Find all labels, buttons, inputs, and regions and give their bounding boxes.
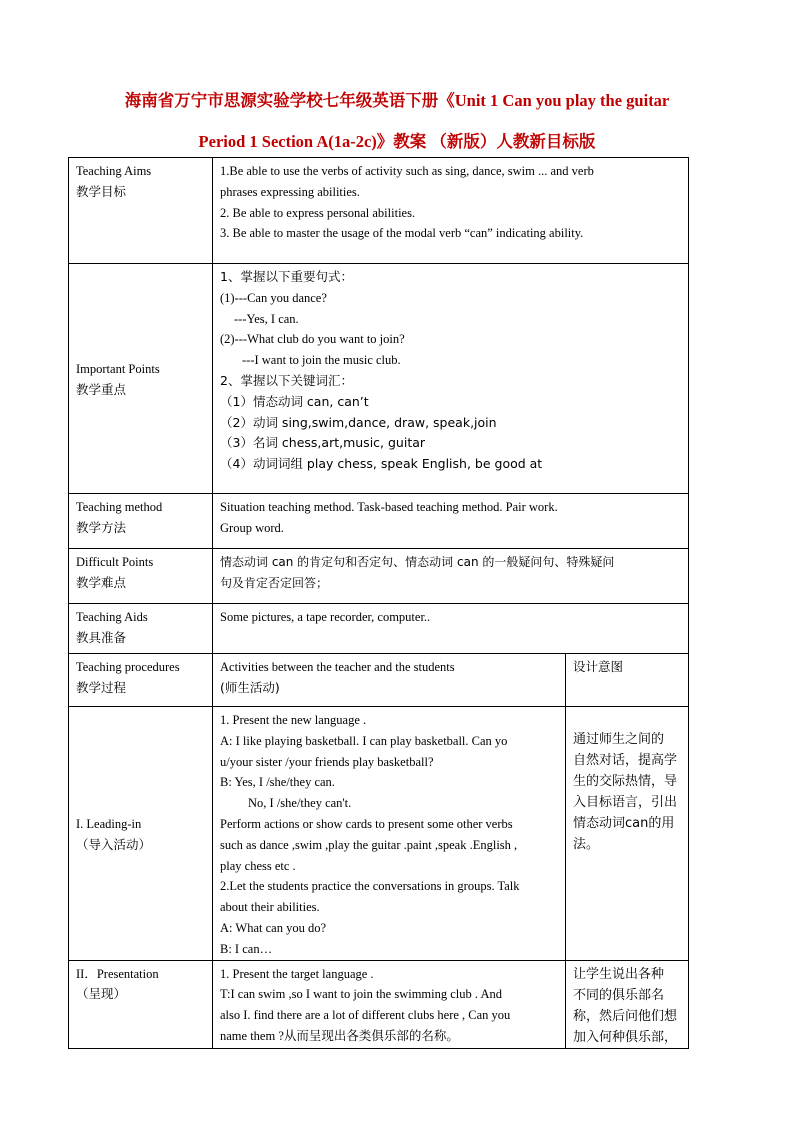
leading-line: A: I like playing basketball. I can play basketball. Can yo	[220, 733, 508, 748]
difficult-line: 句及肯定否定回答；	[220, 575, 329, 590]
row-teaching-aids	[69, 604, 689, 654]
content-important-points	[213, 264, 689, 494]
label-teaching-method	[69, 494, 213, 549]
content-difficult-points	[213, 549, 689, 604]
lesson-plan-table	[68, 157, 689, 1049]
label-cn: 教学重点	[76, 382, 127, 397]
presentation-line: name them ?从而呈现出各类俱乐部的名称。	[220, 1028, 459, 1043]
aims-line: 1.Be able to use the verbs of activity such as sing, dance, swim ... and verb	[220, 164, 594, 178]
label-teaching-aids	[69, 604, 213, 654]
activities-en: Activities between the teacher and the students	[220, 660, 455, 674]
header-activities	[213, 654, 566, 707]
row-teaching-procedures	[69, 654, 689, 707]
presentation-line: 1. Present the target language .	[220, 966, 374, 981]
leading-line: A: What can you do?	[220, 920, 326, 935]
label-en: Teaching Aids	[76, 610, 148, 624]
method-line: Group word.	[220, 520, 284, 535]
label-cn: 教学目标	[76, 183, 127, 199]
points-line: （3）名词 chess,art,music, guitar	[220, 435, 426, 451]
label-en: II．Presentation	[76, 966, 159, 981]
label-teaching-procedures	[69, 654, 213, 707]
label-cn: 教学难点	[76, 574, 127, 590]
content-teaching-aids	[213, 604, 689, 654]
leading-line: B: Yes, I /she/they can.	[220, 775, 335, 790]
presentation-line: also I. find there are a lot of different clubs here , Can you	[220, 1008, 511, 1023]
design-leading-in	[566, 707, 689, 961]
row-presentation	[69, 960, 689, 1048]
points-line: 2、掌握以下关键词汇：	[220, 372, 353, 388]
label-en: I. Leading-in	[76, 816, 142, 831]
points-line: （1）情态动词 can, can’t	[220, 393, 369, 409]
difficult-line: 情态动词 can 的肯定句和否定句、情态动词 can 的一般疑问句、特殊疑问	[220, 555, 615, 569]
document-title-line-2: Period 1 Section A(1a-2c)》教案 （新版）人教新目标版	[198, 132, 596, 151]
label-difficult-points	[69, 549, 213, 604]
row-important-points	[69, 264, 689, 494]
label-cn: 教学方法	[76, 519, 127, 535]
label-cn: （呈现）	[76, 986, 127, 1002]
content-presentation	[213, 960, 566, 1048]
document-title-line-1: 海南省万宁市思源实验学校七年级英语下册《Unit 1 Can you play the guitar	[124, 91, 670, 110]
leading-line: No, I /she/they can't.	[248, 796, 352, 811]
row-teaching-method	[69, 494, 689, 549]
design-line: 让学生说出各种	[573, 966, 665, 982]
leading-line: about their abilities.	[220, 900, 320, 915]
design-line: 生的交际热情，导	[573, 774, 678, 789]
content-teaching-method	[213, 494, 689, 549]
row-teaching-aims	[69, 158, 689, 264]
label-important-points	[69, 264, 213, 494]
points-line: 1、掌握以下重要句式：	[220, 269, 353, 284]
design-line: 情态动词can的用	[573, 816, 675, 831]
points-line: (1)---Can you dance?	[220, 290, 327, 305]
label-teaching-aims	[69, 158, 213, 264]
design-line: 不同的俱乐部名	[573, 987, 665, 1003]
leading-line: play chess etc .	[220, 858, 296, 873]
leading-line: such as dance ,swim ,play the guitar .paint ,speak .English ,	[220, 837, 518, 852]
method-line: Situation teaching method. Task-based teaching method. Pair work.	[220, 500, 558, 514]
points-line: (2)---What club do you want to join?	[220, 332, 405, 347]
label-en: Teaching procedures	[76, 660, 180, 674]
header-design	[566, 654, 689, 707]
points-line: （4）动词词组 play chess, speak English, be good at	[220, 456, 543, 472]
points-line: ---I want to join the music club.	[242, 353, 401, 368]
design-line: 自然对话，提高学	[573, 753, 678, 768]
label-leading-in	[69, 707, 213, 961]
label-cn: 教学过程	[76, 679, 127, 695]
design-presentation	[566, 960, 689, 1048]
aims-line: 2. Be able to express personal abilities.	[220, 205, 416, 220]
label-en: Important Points	[76, 362, 160, 377]
label-en: Difficult Points	[76, 555, 154, 569]
label-en: Teaching Aims	[76, 164, 152, 178]
presentation-line: T:I can swim ,so I want to join the swimming club . And	[220, 987, 502, 1002]
points-line: ---Yes, I can.	[234, 311, 299, 326]
activities-cn: (师生活动)	[220, 679, 280, 695]
leading-line: Perform actions or show cards to present some other verbs	[220, 816, 513, 831]
row-leading-in	[69, 707, 689, 961]
content-teaching-aims	[213, 158, 689, 264]
row-difficult-points	[69, 549, 689, 604]
label-en: Teaching method	[76, 500, 163, 514]
label-cn: （导入活动）	[76, 836, 152, 852]
points-line: （2）动词 sing,swim,dance, draw, speak,join	[220, 414, 497, 430]
design-line: 称，然后问他们想	[573, 1008, 678, 1024]
aims-line: phrases expressing abilities.	[220, 184, 360, 199]
label-presentation	[69, 960, 213, 1048]
leading-line: 2.Let the students practice the conversations in groups. Talk	[220, 879, 520, 894]
design-line: 加入何种俱乐部，	[573, 1029, 678, 1045]
content-leading-in	[213, 707, 566, 961]
aids-line: Some pictures, a tape recorder, computer..	[220, 610, 431, 624]
design-line: 法。	[573, 837, 600, 852]
design-line: 入目标语言，引出	[573, 795, 678, 810]
leading-line: 1. Present the new language .	[220, 713, 367, 727]
leading-line: u/your sister /your friends play basketball?	[220, 754, 434, 769]
design-header: 设计意图	[573, 659, 624, 674]
label-cn: 教具准备	[76, 629, 127, 645]
aims-line: 3. Be able to master the usage of the modal verb “can” indicating ability.	[220, 226, 584, 241]
design-line: 通过师生之间的	[573, 732, 665, 747]
leading-line: B: I can…	[220, 941, 273, 956]
